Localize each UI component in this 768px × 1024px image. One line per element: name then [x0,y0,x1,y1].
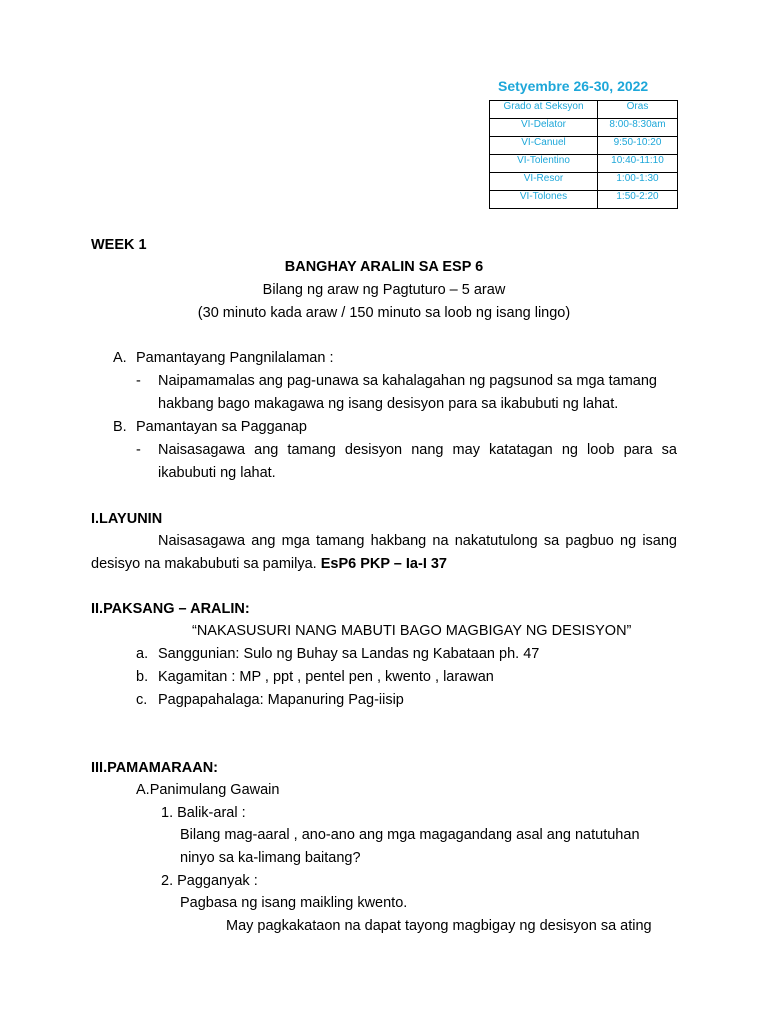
kagamitan-item: Kagamitan : MP , ppt , pentel pen , kwento , larawan [158,669,494,685]
section-cell: VI-Resor [490,173,598,191]
pangnilalaman-text: hakbang bago makagawa ng isang desisyon para sa ikabubuti ng lahat. [158,396,619,412]
time-cell: 9:50-10:20 [598,137,678,155]
time-cell: 1:50-2:20 [598,191,678,209]
section-cell: VI-Delator [490,119,598,137]
pagganyak-text: May pagkakataon na dapat tayong magbigay ng desisyon sa ating [226,918,652,934]
section-cell: VI-Tolentino [490,155,598,173]
time-cell: 8:00-8:30am [598,119,678,137]
section-cell: VI-Tolones [490,191,598,209]
list-letter: b. [136,669,149,685]
pamantayan-sa-pagganap-label: Pamantayan sa Pagganap [136,419,307,435]
paksang-aralin-heading: II.PAKSANG – ARALIN: [91,601,250,617]
list-letter: B. [113,419,127,435]
subtitle-days: Bilang ng araw ng Pagtuturo – 5 araw [262,282,506,298]
lesson-topic: “NAKASUSURI NANG MABUTI BAGO MAGBIGAY NG DESISYON” [192,623,632,639]
panimulang-gawain-label: A.Panimulang Gawain [136,782,280,798]
sanggunian-item: Sanggunian: Sulo ng Buhay sa Landas ng Kabataan ph. 47 [158,646,540,662]
section-cell: VI-Canuel [490,137,598,155]
header-cell: Oras [598,101,678,119]
date-heading: Setyembre 26-30, 2022 [498,78,649,94]
subtitle-minutes: (30 minuto kada araw / 150 minuto sa loob ng isang lingo) [197,305,571,321]
time-cell: 1:00-1:30 [598,173,678,191]
balik-aral-text: Bilang mag-aaral , ano-ano ang mga magagandang asal ang natutuhan [180,827,640,843]
table-row [490,119,678,137]
list-letter: a. [136,646,149,662]
pagganap-text: Naisasagawa ang tamang desisyon nang may katatagan ng loob para sa [158,442,677,458]
bullet-dash: - [136,373,141,389]
pangnilalaman-text: Naipamamalas ang pag-unawa sa kahalagahan ng pagsunod sa mga tamang [158,373,657,389]
table-row [490,137,678,155]
schedule-table [489,100,678,209]
time-cell: 10:40-11:10 [598,155,678,173]
list-letter: A. [113,350,127,366]
bullet-dash: - [136,442,141,458]
document-title: BANGHAY ARALIN SA ESP 6 [284,259,484,275]
competency-code: EsP6 PKP – Ia-I 37 [320,556,447,572]
week-label: WEEK 1 [91,237,147,253]
balik-aral-label: 1. Balik-aral : [161,805,246,821]
table-row [490,155,678,173]
table-header-row [490,101,678,119]
pagganyak-text: Pagbasa ng isang maikling kwento. [180,895,408,911]
balik-aral-text: ninyo sa ka-limang baitang? [180,850,361,866]
pamamaraan-heading: III.PAMAMARAAN: [91,760,218,776]
table-row [490,191,678,209]
pagpapahalaga-item: Pagpapahalaga: Mapanuring Pag-iisip [158,692,404,708]
layunin-heading: I.LAYUNIN [91,511,163,527]
pagganap-text: ikabubuti ng lahat. [158,465,276,481]
header-cell: Grado at Seksyon [490,101,598,119]
layunin-text: Naisasagawa ang mga tamang hakbang na nakatutulong sa pagbuo ng isang [158,533,677,549]
pagganyak-label: 2. Pagganyak : [161,873,258,889]
table-row [490,173,678,191]
layunin-text-continued [91,556,447,572]
list-letter: c. [136,692,148,708]
pamantayang-pangnilalaman-label: Pamantayang Pangnilalaman : [136,350,334,366]
layunin-text: desisyo na makabubuti sa pamilya. [91,556,317,572]
